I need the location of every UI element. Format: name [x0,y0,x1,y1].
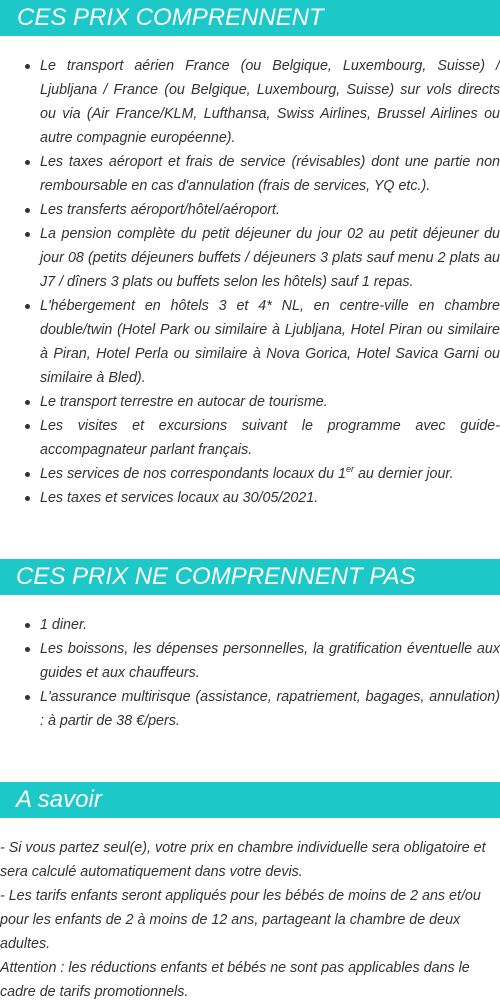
list-item: Les taxes et services locaux au 30/05/2021. [40,486,500,510]
info-section [0,782,500,1004]
excluded-section [0,559,500,733]
list-item: 1 diner. [40,613,500,637]
info-paragraph: - Les tarifs enfants seront appliqués pour les bébés de moins de 2 ans et/ou pour les enfants de 2 à moins de 12 ans, partageant la chambre de deux adultes. [0,888,481,952]
list-item: Les boissons, les dépenses personnelles, la gratification éventuelle aux guides et aux chauffeurs. [40,637,500,685]
list-item [40,462,500,486]
correspondants-text: Les services de nos correspondants locaux du 1 [40,466,346,482]
list-item: Le transport aérien France (ou Belgique, Luxembourg, Suisse) / Ljubljana / France (ou Belgique, Luxembourg, Suisse) sur vols directs ou via (Air France/KLM, Lufthansa, Swiss Airlines, Brussel Airlines ou autre compagnie européenne). [40,54,500,150]
info-paragraph: - Si vous partez seul(e), votre prix en chambre individuelle sera obligatoire et sera calculé automatiquement dans votre devis. [0,840,486,880]
included-list [0,54,500,510]
info-paragraph: Attention : les réductions enfants et bébés ne sont pas applicables dans le cadre de tarifs promotionnels. [0,960,470,1000]
ordinal-superscript: er [345,464,354,475]
excluded-heading: CES PRIX NE COMPRENNENT PAS [0,559,500,595]
list-item: L'hébergement en hôtels 3 et 4* NL, en centre-ville en chambre double/twin (Hotel Park ou similaire à Ljubljana, Hotel Piran ou similaire à Piran, Hotel Perla ou similaire à Nova Gorica, Hotel Savica Garni ou similaire à Bled). [40,294,500,390]
list-item: Les taxes aéroport et frais de service (révisables) dont une partie non remboursable en cas d'annulation (frais de services, YQ etc.). [40,150,500,198]
list-item: Le transport terrestre en autocar de tourisme. [40,390,500,414]
list-item: Les visites et excursions suivant le programme avec guide-accompagnateur parlant français. [40,414,500,462]
list-item: La pension complète du petit déjeuner du jour 02 au petit déjeuner du jour 08 (petits déjeuners buffets / déjeuners 3 plats sauf menu 2 plats au J7 / dîners 3 plats ou buffets selon les hôtels) sauf 1 repas. [40,222,500,294]
excluded-list [0,613,500,733]
list-item: Les transferts aéroport/hôtel/aéroport. [40,198,500,222]
info-heading: A savoir [0,782,500,818]
list-item: L'assurance multirisque (assistance, rapatriement, bagages, annulation) : à partir de 38 €/pers. [40,685,500,733]
included-heading: CES PRIX COMPRENNENT [0,0,500,36]
correspondants-text-end: au dernier jour. [354,466,454,482]
